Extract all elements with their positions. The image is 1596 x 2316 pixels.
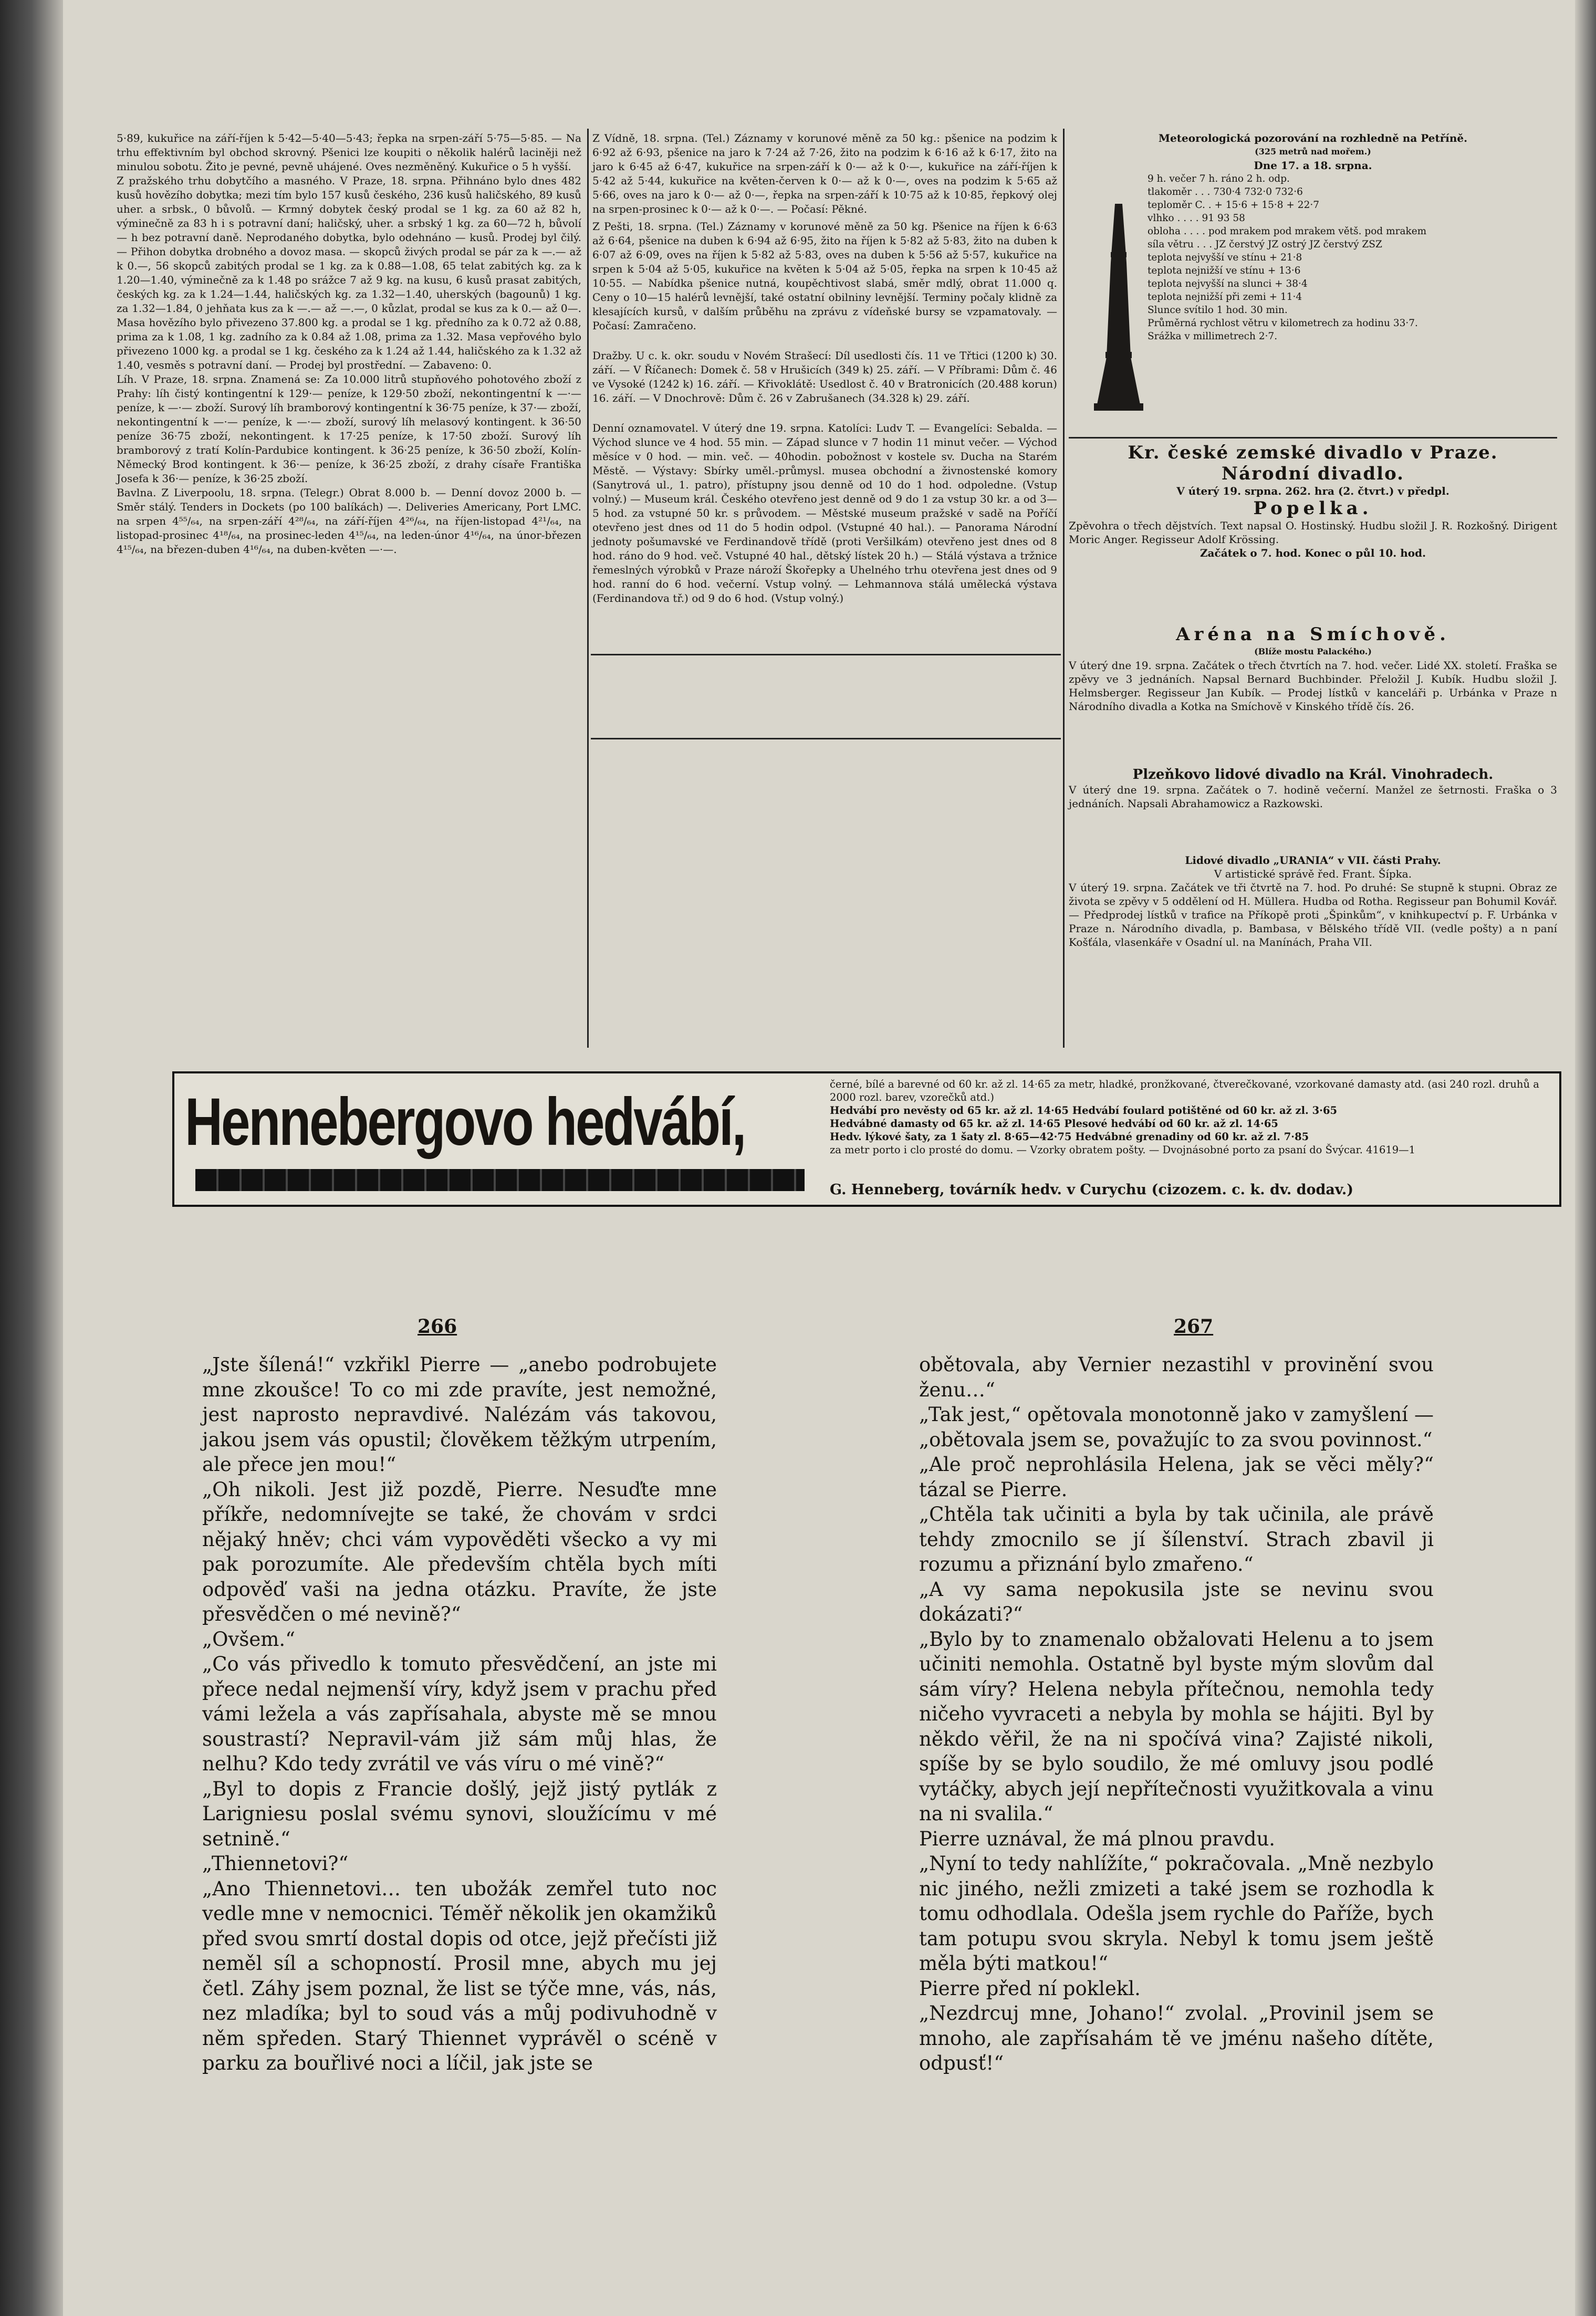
ad-line: černé, bílé a barevné od 60 kr. až zl. 14·65 za metr, hladké, pronžkované, čtverečkované, vzorkované damasty atd. (asi 240 rozl. druhů a 2000 rozl. barev, vzorečků atd.) <box>830 1078 1539 1103</box>
book-paragraph: „Thiennetovi?“ <box>202 1852 349 1875</box>
ad-line: Hedvábné damasty od 65 kr. až zl. 14·65 Plesové hedvábí od 60 kr. až zl. 14·65 <box>830 1118 1278 1130</box>
national-theatre-notice <box>1069 442 1557 560</box>
book-paragraph: „Jste šílená!“ vzkřikl Pierre — „anebo podrobujete mne zkoušce! To co mi zde pravíte, jest nemožné, jest naprosto nepravdivé. Nalézám vás takovou, jakou jsem vás opustil; člověkem těžkým utrpením, ale přece jen mou!“ <box>202 1353 717 1476</box>
urania-text: V úterý 19. srpna. Začátek ve tři čtvrtě na 7. hod. Po druhé: Se stupně k stupni. Obraz ze života se zpěvy v 5 oddělení od H. Müllera. Hudba od Rotha. Regisseur pan Bohumil Kovář. — Předprodej lístků v trafice na Příkopě proti „Špinkům“, v knihkupectví p. F. Urbánka v Praze n. Národního divadla, p. Bambasa, v Bělského třídě VII. (vedle pošty) a n paní Košťála, vlasenkáře v Osadní ul. na Manínách, Praha VII. <box>1069 881 1557 948</box>
exchange-paragraph: Z Pešti, 18. srpna. (Tel.) Záznamy v korunové měně za 50 kg. Pšenice na říjen k 6·63 až 6·64, pšenice na duben k 6·94 až 6·95, žito na říjen k 5·82 až 5·83, žito na duben k 6·07 až 6·09, oves na říjen k 5·82 až 5·83, oves na duben k 5·56 až 5·57, kukuřice na srpen k 5·04 až 5·05, kukuřice na květen k 5·04 až 5·05, řepka na srpen k 10·45 až 10·55. — Nabídka pšenice nutná, koupěchtivost slabá, směr mdlý, obrat 11.000 q. Ceny o 10—15 halérů levnější, také ostatní obilniny levnější. Terminy počaly klidně za klesajících kursů, v dalším průběhu na zprávu z vídeňské bursy se vzpamatovaly. — Počasí: Zamračeno. <box>592 220 1057 332</box>
weather-row: Slunce svítilo 1 hod. 30 min. <box>1148 305 1288 316</box>
book-paragraph: obětovala, aby Vernier nezastihl v provinění svou ženu…“ <box>919 1353 1434 1401</box>
theatre-date: V úterý 19. srpna. 262. hra (2. čtvrt.) v předpl. <box>1176 485 1449 497</box>
book-paragraph: „Oh nikoli. Jest již pozdě, Pierre. Nesuďte mne příkře, nedomnívejte se také, že chovám v srdci nějaký hněv; chci vám vypověděti všecko a vy mi pak porozumíte. Ale především chtěla bych míti odpověď vaši na jedna otázku. Pravíte, že jste přesvědčen o mé nevině?“ <box>202 1478 717 1625</box>
book-paragraph: „Bylo by to znamenalo obžalovati Helenu a to jsem učiniti nemohla. Ostatně byl byste mým slovům dal sám víry? Helena nebyla přítečnou, nemohla tedy ničeho vyvraceti a nebyla by mohla se hájiti. Byl by někdo věřil, že na ni spočívá vina? Zajisté nikoli, spíše by se bylo soudilo, že mé omluvy jsou podlé vytáčky, abych její nepřítečnosti využitkovala a vinu na ni svalila.“ <box>919 1628 1434 1825</box>
theatre-times: Začátek o 7. hod. Konec o půl 10. hod. <box>1199 547 1426 559</box>
weather-row: Průměrná rychlost větru v kilometrech za hodinu 33·7. <box>1148 318 1418 329</box>
ad-line: Hedvábí pro nevěsty od 65 kr. až zl. 14·65 Hedvábí foulard potištěné od 60 kr. až zl. 3·65 <box>830 1104 1338 1117</box>
weather-row: vlhko . . . . 91 93 58 <box>1148 213 1245 224</box>
column-rule <box>587 129 589 1048</box>
market-column <box>117 131 581 557</box>
theatre-text: Zpěvohra o třech dějstvích. Text napsal O. Hostinský. Hudbu složil J. R. Rozkošný. Dirigent Moric Anger. Regisseur Adolf Krössing. <box>1069 519 1557 546</box>
urania-subtitle: V artistické správě řed. Frant. Šípka. <box>1214 868 1412 880</box>
arena-text: V úterý dne 19. srpna. Začátek o třech čtvrtích na 7. hod. večer. Lidé XX. století. Fraška se zpěvy ve 3 jednáních. Napsal Bernard Buchbinder. Přeložil J. Kubík. Hudbu složil J. Helmsberger. Regisseur Jan Kubík. — Prodej lístků v kanceláři p. Urbánka v Praze n Národního divadla a Kotka na Smíchově v Kinského třídě čís. 26. <box>1069 659 1557 713</box>
market-paragraph: Z pražského trhu dobytčího a masného. V Praze, 18. srpna. Přihnáno bylo dnes 482 kusů hovězího dobytka; mezi tím bylo 157 kusů českého, 236 kusů haličského, 89 kusů uher. a srbsk., 0 bůvolů. — Krmný dobytek český prodal se 1 kg. za 60 až 82 h, výminečně za 83 h i s potravní daní; haličský, uher. a srbský 1 kg. za 60—72 h, bůvolí — h bez potravní daně. Neprodaného dobytka, bylo odehnáno — kusů. Prodej byl čilý. — Přihon dobytka drobného a dovoz masa. — skopců živých prodal se pár za k —.— až k 0.—, 56 skopců zabitých prodal se 1 kg. za k 0.88—1.08, 65 telat zabitých kg. za k 1.20—1.40, výminečně za k 1.48 po srážce 7 až 9 kg. na kusu, 6 kusů prasat zabitých, českých kg. za k 1.24—1.44, haličských kg. za 1.32—1.40, uherských (bagounů) 1 kg. za 1.32—1.84, 0 jehňata kus za k —.— až —.—, 0 kůzlat, prodal se kus za k 0.— až 0—. Masa hovězího bylo přivezeno 37.800 kg. a prodal se 1 kg. předního za k 0.72 až 0.88, prima za k 1.08, 1 kg. zadního za k 0.84 až 1.08, prima za 1.32. Masa vepřového bylo přivezeno 1000 kg. a prodal se 1 kg. českého za k 1.24 až 1.44, haličského za k 1.32 až 1.40, vesměs s potravní daní. — Prodej byl prostřední. — Zabaveno: 0. <box>117 174 581 371</box>
book-paragraph: „Ovšem.“ <box>202 1628 296 1651</box>
market-paragraph: 5·89, kukuřice na září-říjen k 5·42—5·40—5·43; řepka na srpen-září 5·75—5·85. — Na trhu effektivním byl obchod skrovný. Pšenici lze koupiti o několik halérů laciněji než minulou sobotu. Žito je pevné, pevně uhájené. Oves nezměněný. Kukuřice o 5 h vyšší. <box>117 132 581 173</box>
book-page-left <box>202 1352 717 2076</box>
arena-subtitle: (Blíže mostu Palackého.) <box>1254 646 1372 656</box>
weather-row: 9 h. večer 7 h. ráno 2 h. odp. <box>1148 173 1290 184</box>
weather-row: síla větru . . . JZ čerstvý JZ ostrý JZ čerstvý ZSZ <box>1148 239 1382 250</box>
market-paragraph: Bavlna. Z Liverpoolu, 18. srpna. (Telegr.) Obrat 8.000 b. — Denní dovoz 2000 b. — Směr stálý. Tenders in Dockets (po 100 balíkách) —. Deliveries Americany, Port LMC. na srpen 4⁵⁵/₆₄, na srpen-září 4²⁸/₆₄, na září-říjen 4²⁶/₆₄, na říjen-listopad 4²¹/₆₄, na listopad-prosinec 4¹⁸/₆₄, na prosinec-leden 4¹⁵/₆₄, na leden-únor 4¹⁶/₆₄, na únor-březen 4¹⁵/₆₄, na březen-duben 4¹⁶/₆₄, na duben-květen —·—. <box>117 486 581 556</box>
weather-row: tlakoměr . . . 730·4 732·0 732·6 <box>1148 186 1303 197</box>
petrin-tower-icon <box>1090 200 1148 415</box>
weather-row: teplota nejnižší ve stínu + 13·6 <box>1148 265 1301 276</box>
ad-line: za metr porto i clo prosté do domu. — Vzorky obratem pošty. — Dvojnásobné porto za psaní do Švýcar. 41619—1 <box>830 1144 1416 1156</box>
auctions-paragraph: Dražby. U c. k. okr. soudu v Novém Strašecí: Díl usedlosti čís. 11 ve Třtici (1200 k) 30. září. — V Říčanech: Domek č. 58 v Hrušicích (349 k) 25. září. — V Příbrami: Dům č. 46 ve Vysoké (1242 k) 16. září. — Křivoklátě: Usedlost č. 40 v Bratronicích (20.488 korun) 16. září. — V Dnochrově: Dům č. 26 v Zabrušanech (34.328 k) 29. září. <box>592 349 1057 404</box>
book-paragraph: „Ano Thiennetovi… ten ubožák zemřel tuto noc vedle mne v nemocnici. Téměř několik jen okamžiků před svou smrtí dostal dopis od otce, jejž přečísti již neměl síl a schopností. Prosil mne, abych mu jej četl. Záhy jsem poznal, že list se týče mne, vás, nás, nez mladíka; byl to soud vás a můj podivuhodně v něm spředen. Starý Thiennet vyprávěl o scéně v parku za bouřlivé noci a líčil, jak jste se <box>202 1877 717 2074</box>
ad-signature: G. Henneberg, továrník hedv. v Curychu (cizozem. c. k. dv. dodav.) <box>830 1182 1354 1198</box>
plzenkovo-notice <box>1069 767 1557 810</box>
market-paragraph: Líh. V Praze, 18. srpna. Znamená se: Za 10.000 litrů stupňového pohotového zboží z Prahy: líh čistý kontingentní k 129·— peníze, k 129·50 zboží, nekontingentní k —·— peníze, k —·— zboží. Surový líh bramborový kontingentní k 36·75 peníze, k 37·— zboží, nekontingentní k —·— peníze, k —·— zboží, surový líh melasový kontingent. k 36·50 peníze 36·75 zboží, nekontingent. k 17·25 peníze, k 17·50 zboží. Surový líh bramborový z tratí Kolín-Pardubice kontingent. k 36·25 peníze, k 36·50 zboží, Kolín-Německý Brod kontingent. k 36·— peníze, k 36·25 zboží, z drahy císaře Františka Josefa k 36·— peníze, k 36·25 zboží. <box>117 373 581 485</box>
urania-notice <box>1069 853 1557 949</box>
ad-text <box>830 1078 1549 1156</box>
theatre-play: Popelka. <box>1253 498 1373 519</box>
book-paragraph: „Co vás přivedlo k tomuto přesvědčení, an jste mi přece nedal nejmenší víry, když jsem v prachu před vámi ležela a vás zapřísahala, abyste mě se mnou soustrastí? Nepravil-vám již sám můj hlas, že nelhu? Kdo tedy zvrátil ve vás víru o mé vině?“ <box>202 1653 717 1775</box>
book-paragraph: „Chtěla tak učiniti a byla by tak učinila, ale právě tehdy zmocnilo se jí šílenství. Strach zbavil ji rozumu a přiznání bylo zmařeno.“ <box>919 1503 1434 1576</box>
arena-notice <box>1069 624 1557 713</box>
weather-row: teploměr C. . + 15·6 + 15·8 + 22·7 <box>1148 200 1319 211</box>
exchange-column <box>592 131 1057 606</box>
weather-row: obloha . . . . pod mrakem pod mrakem větš. pod mrakem <box>1148 226 1427 237</box>
book-paragraph: „Tak jest,“ opětovala monotonně jako v zamyšlení — „obětovala jsem se, považujíc to za svou povinnost.“ <box>919 1403 1434 1451</box>
left-page-number: 266 <box>418 1316 457 1338</box>
scan-binding-edge <box>0 0 63 2316</box>
scan-right-edge <box>1575 0 1596 2316</box>
section-rule <box>591 654 1061 655</box>
weather-row: teplota nejnižší při zemi + 11·4 <box>1148 291 1302 302</box>
book-paragraph: „Ale proč neprohlásila Helena, jak se věci měly?“ tázal se Pierre. <box>919 1453 1434 1501</box>
book-paragraph: „Byl to dopis z Francie došlý, jejž jistý pytlák z Larigniesu poslal svému synovi, sloužícímu v mé setnině.“ <box>202 1777 717 1850</box>
weather-row: teplota nejvyšší ve stínu + 21·8 <box>1148 252 1302 263</box>
right-page-number: 267 <box>1174 1316 1214 1338</box>
exchange-paragraph: Z Vídně, 18. srpna. (Tel.) Záznamy v korunové měně za 50 kg.: pšenice na podzim k 6·92 až 6·93, pšenice na jaro k 7·24 až 7·26, žito na podzim k 6·16 až k 6·17, žito na jaro k 6·45 až 6·47, kukuřice na srpen-září k 0·— až k 0·—, kukuřice na září-říjen k 5·42 až 5·44, kukuřice na květen-červen k 0·— až k 0·—, oves na podzim k 5·65 až 5·66, oves na jaro k 0·— až 0·—, řepka na srpen-září k 10·75 až k 10·85, řepkový olej na srpen-prosinec k 0·— až k 0·—. — Počasí: Pěkné. <box>592 132 1057 215</box>
urania-title: Lidové divadlo „URANIA“ v VII. části Prahy. <box>1185 854 1441 867</box>
book-paragraph: Pierre uznával, že má plnou pravdu. <box>919 1827 1276 1850</box>
weather-subtitle: (325 metrů nad mořem.) <box>1255 147 1371 157</box>
book-paragraph: „A vy sama nepokusila jste se nevinu svou dokázati?“ <box>919 1578 1434 1625</box>
daily-notices-paragraph: Denní oznamovatel. V úterý dne 19. srpna. Katolíci: Ludv T. — Evangelíci: Sebalda. — Východ slunce ve 4 hod. 55 min. — Západ slunce v 7 hodin 11 minut večer. — Východ měsíce v 0 hod. — min. več. — 40hodin. pobožnost v kostele sv. Ducha na Starém Městě. — Výstavy: Sbírky uměl.-průmysl. musea obchodní a živnostenské komory (Sanytrová ul., 1. patro), přístupny jsou denně od 10 do 1 hod. odpoledne. (Vstup volný.) — Museum král. Českého otevřeno jest denně od 9 do 1 za vstup 30 kr. a od 3—5 hod. za vstupné 50 kr. s průvodem. — Městské museum pražské v sadě na Poříčí otevřeno jest dnes od 11 do 5 hodin odpol. (Vstupné 40 hal.). — Panorama Národní jednoty pošumavské ve Ferdinandově třídě (proti Veršilkám) otevřeno jest dnes od 8 hod. ráno do 9 hod. več. Vstupné 40 hal., dětský lístek 20 h.) — Stálá výstava a tržnice řemeslných výrobků v Praze nároží Škořepky a Uhelného trhu otevřena jest dnes od 9 hod. ranní do 6 hod. večerní. Vstup volný. — Lehmannova stálá umělecká výstava (Ferdinandova tř.) od 9 do 6 hod. (Vstup volný.) <box>592 422 1057 604</box>
book-paragraph: Pierre před ní poklekl. <box>919 1977 1141 2000</box>
weather-title: Meteorologická pozorování na rozhledně na Petříně. <box>1158 132 1468 144</box>
weather-row: Srážka v millimetrech 2·7. <box>1148 331 1278 342</box>
theatre-title: Kr. české zemské divadlo v Praze. <box>1128 442 1498 463</box>
section-rule <box>1069 437 1557 439</box>
ad-decorative-bar <box>195 1169 805 1191</box>
ad-brand: Hennebergovo hedvábí, <box>185 1084 745 1160</box>
henneberg-advertisement <box>172 1071 1561 1207</box>
plzenkovo-text: V úterý dne 19. srpna. Začátek o 7. hodině večerní. Manžel ze šetrnosti. Fraška o 3 jednáních. Napsali Abrahamowicz a Razkowski. <box>1069 784 1557 810</box>
book-paragraph: „Nyní to tedy nahlížíte,“ pokračovala. „Mně nezbylo nic jiného, nežli zmizeti a také jsem se rozhodla k tomu odhodlala. Odešla jsem rychle do Paříže, bych tam potupu svou skryla. Nebyl k tomu jsem ještě měla býti matkou!“ <box>919 1852 1434 1975</box>
arena-title: Aréna na Smíchově. <box>1176 624 1450 645</box>
theatre-subtitle: Národní divadlo. <box>1221 463 1405 484</box>
plzenkovo-title: Plzeňkovo lidové divadlo na Král. Vinohradech. <box>1132 767 1494 783</box>
book-paragraph: „Nezdrcuj mne, Johano!“ zvolal. „Provinil jsem se mnoho, ale zapřísahám tě ve jménu našeho dítěte, odpusť!“ <box>919 2002 1434 2074</box>
column-rule <box>1063 129 1065 1048</box>
section-rule <box>591 738 1061 739</box>
book-page-right <box>919 1352 1434 2076</box>
weather-row: teplota nejvyšší na slunci + 38·4 <box>1148 278 1308 289</box>
weather-date: Dne 17. a 18. srpna. <box>1254 159 1372 172</box>
ad-line: Hedv. lýkové šaty, za 1 šaty zl. 8·65—42·75 Hedvábné grenadiny od 60 kr. až zl. 7·85 <box>830 1131 1309 1143</box>
